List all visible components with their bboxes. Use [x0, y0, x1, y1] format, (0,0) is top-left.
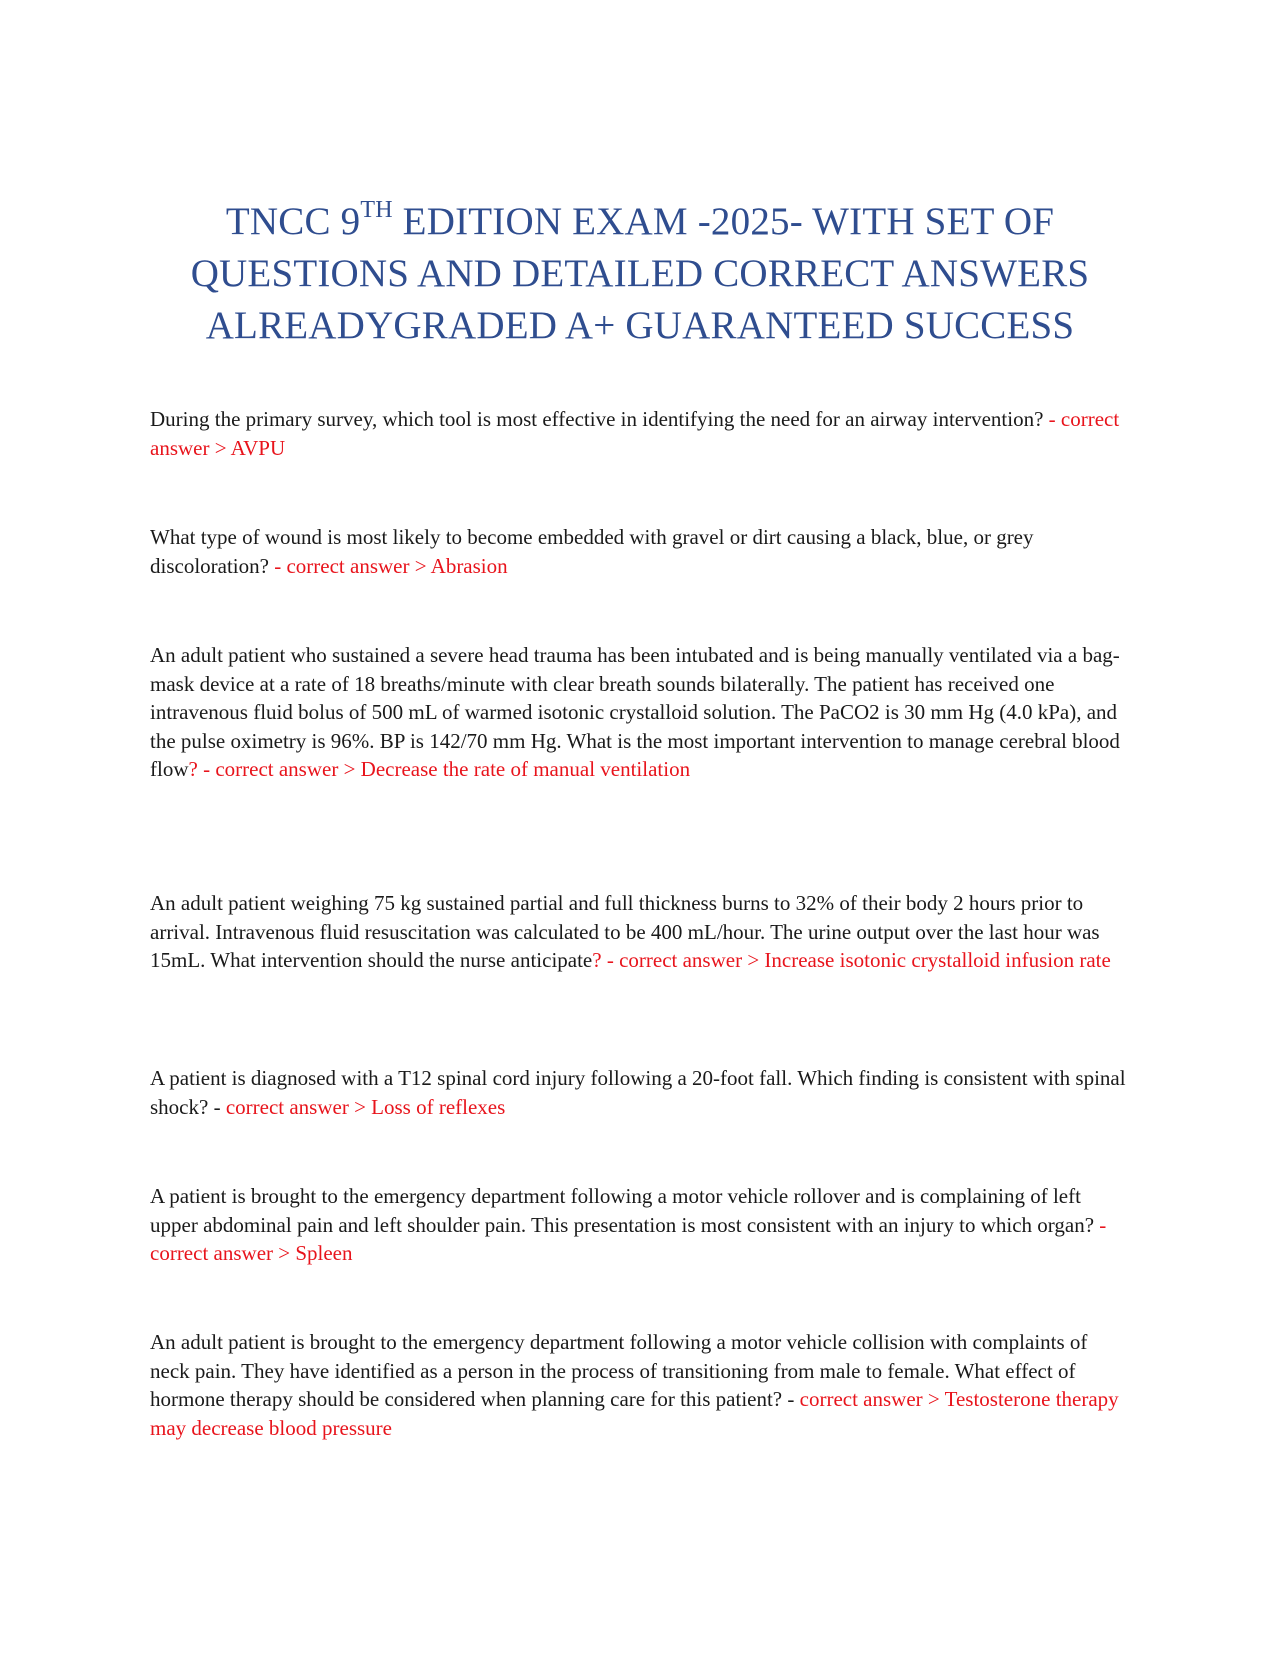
question-text: A patient is diagnosed with a T12 spinal cord injury following a 20-foot fall. Which finding is consistent with spinal shock? - — [150, 1066, 1126, 1119]
qa-item-4 — [150, 889, 1130, 975]
answer-text: correct answer > Loss of reflexes — [225, 1094, 506, 1119]
question-text: An adult patient weighing 75 kg sustained partial and full thickness burns to 32% of their body 2 hours prior to arrival. Intravenous fluid resuscitation was calculated to be 400 mL/hour. The urine output over the last hour was 15mL. What intervention should the nurse anticipate — [150, 891, 1100, 972]
answer-text: - correct answer > AVPU — [150, 407, 1120, 460]
question-text: A patient is brought to the emergency department following a motor vehicle rollover and is complaining of left upper abdominal pain and left shoulder pain. This presentation is most consistent with an injury to which organ? — [150, 1184, 1100, 1237]
qa-item-7 — [150, 1328, 1130, 1442]
qa-item-1 — [150, 405, 1130, 462]
title-line-3: ALREADYGRADED A+ GUARANTEED SUCCESS — [205, 304, 1075, 347]
title-line-1 — [225, 197, 1055, 243]
question-text: What type of wound is most likely to become embedded with gravel or dirt causing a black, blue, or grey discoloration? — [150, 525, 1034, 578]
qa-item-6 — [150, 1182, 1130, 1268]
question-text: An adult patient who sustained a severe head trauma has been intubated and is being manually ventilated via a bag-mask device at a rate of 18 breaths/minute with clear breath sounds bilaterally. The patient has received one intravenous fluid bolus of 500 mL of warmed isotonic crystalloid solution. The PaCO2 is 30 mm Hg (4.0 kPa), and the pulse oximetry is 96%. BP is 142/70 mm Hg. What is the most important intervention to manage cerebral blood flow — [150, 643, 1120, 781]
title-part-2: EDITION EXAM -2025- WITH SET OF — [392, 200, 1055, 243]
document-title — [120, 196, 1160, 352]
qa-item-2 — [150, 523, 1130, 580]
answer-text: ? - correct answer > Decrease the rate of manual ventilation — [188, 757, 691, 781]
title-line-2: QUESTIONS AND DETAILED CORRECT ANSWERS — [190, 252, 1090, 295]
qa-item-3 — [150, 641, 1130, 784]
answer-text: correct answer > Testosterone therapy may decrease blood pressure — [150, 1387, 1119, 1440]
title-superscript: TH — [360, 197, 393, 223]
question-text: During the primary survey, which tool is most effective in identifying the need for an airway intervention? — [150, 407, 1049, 431]
qa-item-5 — [150, 1064, 1130, 1121]
question-text: An adult patient is brought to the emergency department following a motor vehicle collision with complaints of neck pain. They have identified as a person in the process of transitioning from male to female. What effect of hormone therapy should be considered when planning care for this patient? - — [150, 1330, 1088, 1411]
answer-text: ? - correct answer > Increase isotonic crystalloid infusion rate — [592, 948, 1111, 972]
answer-text: - correct answer > Abrasion — [274, 553, 508, 578]
answer-text: - correct answer > Spleen — [150, 1212, 1107, 1265]
title-part-1: TNCC 9 — [225, 200, 361, 243]
